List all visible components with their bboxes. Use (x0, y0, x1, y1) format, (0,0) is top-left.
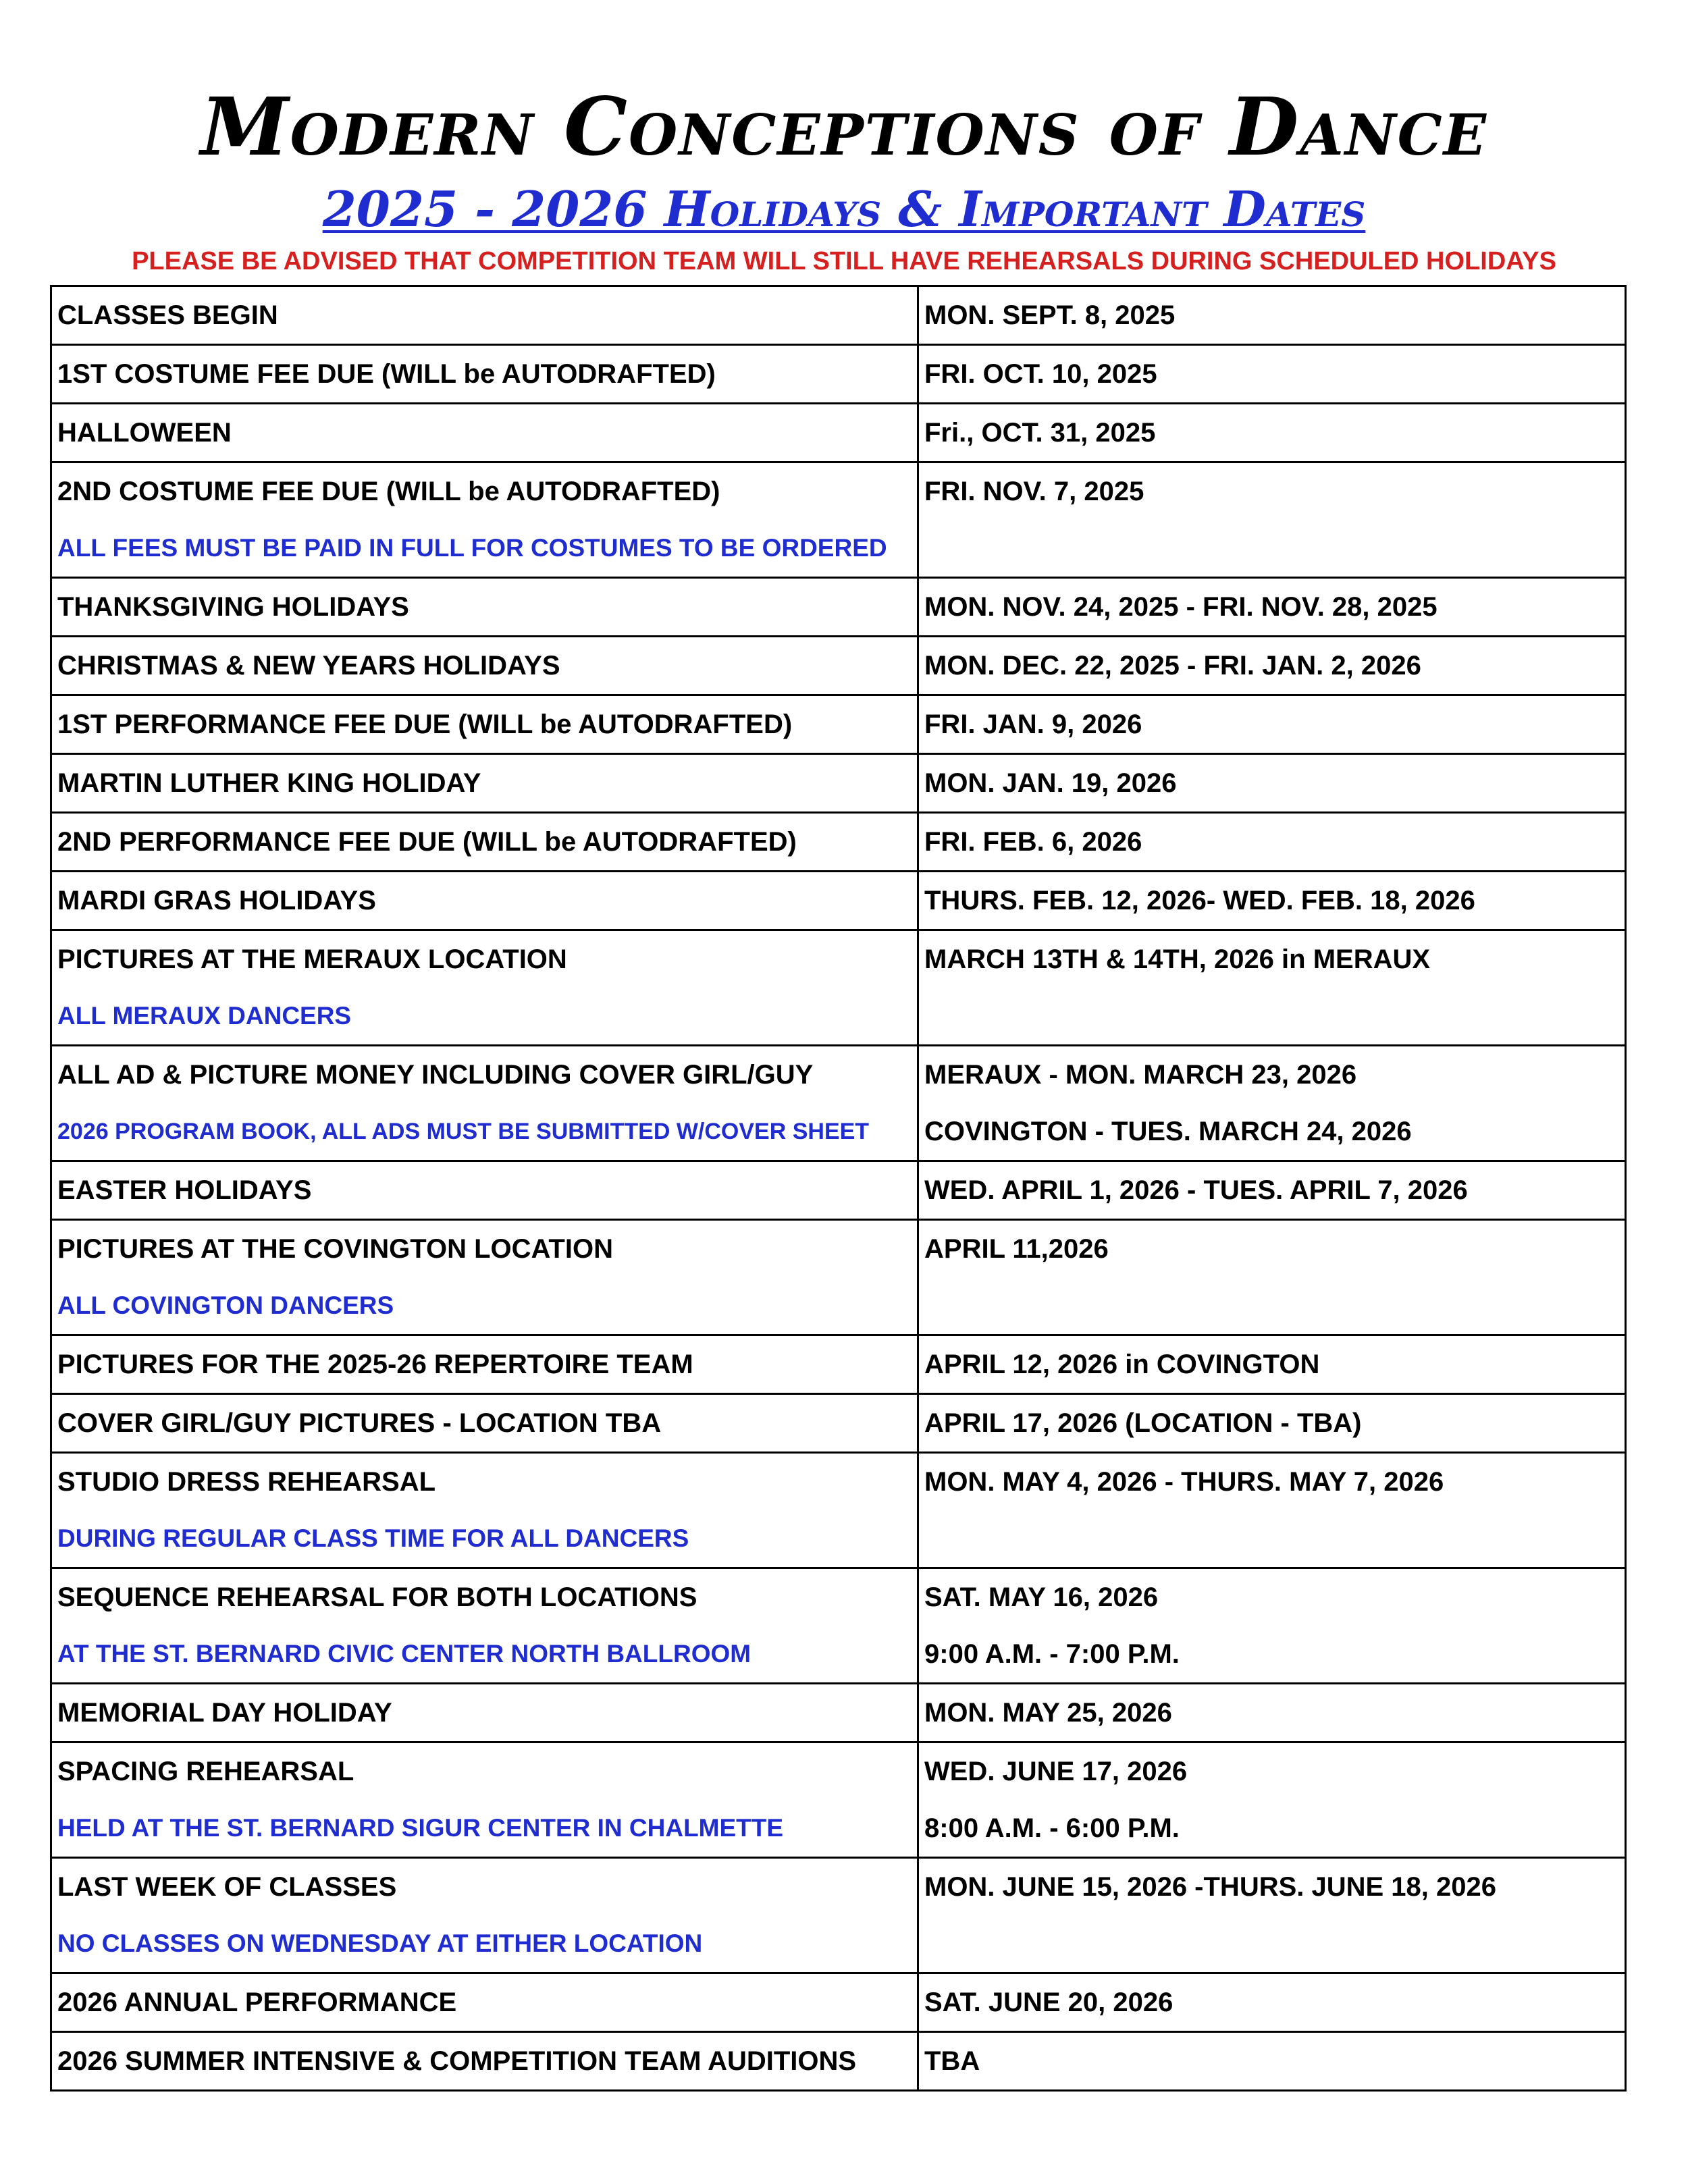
event-cell (51, 872, 918, 930)
event-label: PICTURES AT THE COVINGTON LOCATION (57, 1234, 613, 1264)
event-cell (51, 462, 918, 578)
date-cell (918, 1973, 1626, 2032)
date-cell (918, 1453, 1626, 1568)
page-subtitle (0, 181, 1688, 238)
date-cell (918, 578, 1626, 637)
date-cell (918, 813, 1626, 872)
event-label: HALLOWEEN (57, 418, 232, 448)
event-date: SAT. MAY 16, 2026 (924, 1582, 1159, 1612)
event-date: APRIL 11,2026 (924, 1234, 1109, 1264)
date-cell (918, 1568, 1626, 1684)
table-row (51, 1220, 1626, 1335)
rehearsal-warning: PLEASE BE ADVISED THAT COMPETITION TEAM WILL STILL HAVE REHEARSALS DURING SCHEDULED HOLIDAYS (132, 247, 1556, 275)
event-label: 1ST COSTUME FEE DUE (WILL be AUTODRAFTED) (57, 359, 716, 389)
date-cell (918, 1742, 1626, 1858)
date-cell (918, 2032, 1626, 2091)
event-date: FRI. FEB. 6, 2026 (924, 827, 1142, 857)
event-date: SAT. JUNE 20, 2026 (924, 1988, 1173, 2017)
event-date: MERAUX - MON. MARCH 23, 2026 (924, 1060, 1357, 1090)
event-note: 2026 PROGRAM BOOK, ALL ADS MUST BE SUBMITTED W/COVER SHEET (57, 1119, 870, 1144)
event-date-secondary: 8:00 A.M. - 6:00 P.M. (924, 1813, 1180, 1843)
date-cell (918, 1161, 1626, 1220)
event-cell (51, 1858, 918, 1973)
event-label: 1ST PERFORMANCE FEE DUE (WILL be AUTODRAFTED) (57, 710, 793, 739)
event-note: ALL MERAUX DANCERS (57, 1002, 352, 1030)
page-title: Modern Conceptions of Dance (201, 80, 1487, 174)
event-date: FRI. JAN. 9, 2026 (924, 710, 1142, 739)
event-date-secondary: 9:00 A.M. - 7:00 P.M. (924, 1639, 1180, 1669)
event-date: Fri., OCT. 31, 2025 (924, 418, 1156, 448)
event-cell (51, 1742, 918, 1858)
table-row (51, 404, 1626, 462)
table-row (51, 462, 1626, 578)
event-label: ALL AD & PICTURE MONEY INCLUDING COVER GIRL/GUY (57, 1060, 814, 1090)
event-label: EASTER HOLIDAYS (57, 1175, 312, 1205)
event-cell (51, 578, 918, 637)
date-cell (918, 404, 1626, 462)
table-row (51, 1973, 1626, 2032)
date-cell (918, 462, 1626, 578)
event-date: MON. NOV. 24, 2025 - FRI. NOV. 28, 2025 (924, 592, 1438, 622)
table-row (51, 578, 1626, 637)
event-date: MON. MAY 4, 2026 - THURS. MAY 7, 2026 (924, 1467, 1444, 1497)
table-row (51, 813, 1626, 872)
table-row (51, 1568, 1626, 1684)
date-cell (918, 754, 1626, 813)
event-cell (51, 930, 918, 1046)
event-label: THANKSGIVING HOLIDAYS (57, 592, 409, 622)
event-cell (51, 345, 918, 404)
table-row (51, 1858, 1626, 1973)
date-cell (918, 1335, 1626, 1394)
event-date: MON. DEC. 22, 2025 - FRI. JAN. 2, 2026 (924, 651, 1421, 681)
event-date: WED. APRIL 1, 2026 - TUES. APRIL 7, 2026 (924, 1175, 1468, 1205)
dates-table (50, 285, 1627, 2092)
event-cell (51, 1453, 918, 1568)
event-cell (51, 813, 918, 872)
date-cell (918, 695, 1626, 754)
event-label: CLASSES BEGIN (57, 300, 278, 330)
date-cell (918, 1394, 1626, 1453)
event-cell (51, 1394, 918, 1453)
event-date-secondary: COVINGTON - TUES. MARCH 24, 2026 (924, 1117, 1412, 1146)
event-label: 2ND COSTUME FEE DUE (WILL be AUTODRAFTED) (57, 477, 720, 506)
table-row (51, 286, 1626, 345)
event-cell (51, 1335, 918, 1394)
table-row (51, 872, 1626, 930)
event-cell (51, 1684, 918, 1742)
event-note: NO CLASSES ON WEDNESDAY AT EITHER LOCATION (57, 1929, 703, 1957)
date-cell (918, 1858, 1626, 1973)
event-cell (51, 286, 918, 345)
event-date: FRI. OCT. 10, 2025 (924, 359, 1157, 389)
event-date: MON. SEPT. 8, 2025 (924, 300, 1176, 330)
event-cell (51, 754, 918, 813)
event-date: MON. JAN. 19, 2026 (924, 768, 1177, 798)
table-row (51, 1742, 1626, 1858)
table-row (51, 695, 1626, 754)
event-cell (51, 1220, 918, 1335)
event-cell (51, 1161, 918, 1220)
event-note: HELD AT THE ST. BERNARD SIGUR CENTER IN CHALMETTE (57, 1814, 784, 1842)
date-cell (918, 637, 1626, 695)
table-row (51, 345, 1626, 404)
event-label: CHRISTMAS & NEW YEARS HOLIDAYS (57, 651, 560, 681)
event-date: APRIL 12, 2026 in COVINGTON (924, 1350, 1320, 1379)
event-note: AT THE ST. BERNARD CIVIC CENTER NORTH BALLROOM (57, 1640, 751, 1668)
date-cell (918, 345, 1626, 404)
table-row (51, 1046, 1626, 1161)
event-date: TBA (924, 2046, 980, 2076)
event-label: LAST WEEK OF CLASSES (57, 1872, 397, 1902)
event-label: SPACING REHEARSAL (57, 1757, 354, 1786)
event-date: APRIL 17, 2026 (LOCATION - TBA) (924, 1408, 1362, 1438)
event-cell (51, 2032, 918, 2091)
event-date: MON. JUNE 15, 2026 -THURS. JUNE 18, 2026 (924, 1872, 1497, 1902)
event-cell (51, 1046, 918, 1161)
event-note: DURING REGULAR CLASS TIME FOR ALL DANCERS (57, 1524, 689, 1552)
event-date: MARCH 13TH & 14TH, 2026 in MERAUX (924, 944, 1431, 974)
date-cell (918, 1684, 1626, 1742)
event-label: MEMORIAL DAY HOLIDAY (57, 1698, 392, 1728)
event-label: PICTURES AT THE MERAUX LOCATION (57, 944, 567, 974)
event-note: ALL COVINGTON DANCERS (57, 1291, 394, 1319)
event-label: 2ND PERFORMANCE FEE DUE (WILL be AUTODRAFTED) (57, 827, 797, 857)
event-label: SEQUENCE REHEARSAL FOR BOTH LOCATIONS (57, 1582, 697, 1612)
table-row (51, 1161, 1626, 1220)
event-label: MARDI GRAS HOLIDAYS (57, 886, 376, 915)
table-row (51, 930, 1626, 1046)
subtitle-text: 2025 - 2026 Holidays & Important Dates (322, 180, 1366, 238)
event-cell (51, 1568, 918, 1684)
event-label: COVER GIRL/GUY PICTURES - LOCATION TBA (57, 1408, 662, 1438)
event-label: STUDIO DRESS REHEARSAL (57, 1467, 436, 1497)
table-row (51, 1684, 1626, 1742)
event-note: ALL FEES MUST BE PAID IN FULL FOR COSTUMES TO BE ORDERED (57, 534, 887, 562)
date-cell (918, 1220, 1626, 1335)
event-cell (51, 637, 918, 695)
event-date: THURS. FEB. 12, 2026- WED. FEB. 18, 2026 (924, 886, 1475, 915)
table-row (51, 637, 1626, 695)
event-label: 2026 SUMMER INTENSIVE & COMPETITION TEAM AUDITIONS (57, 2046, 857, 2076)
event-date: MON. MAY 25, 2026 (924, 1698, 1172, 1728)
event-cell (51, 1973, 918, 2032)
event-label: MARTIN LUTHER KING HOLIDAY (57, 768, 481, 798)
event-date: WED. JUNE 17, 2026 (924, 1757, 1188, 1786)
event-date: FRI. NOV. 7, 2025 (924, 477, 1144, 506)
date-cell (918, 286, 1626, 345)
table-row (51, 1394, 1626, 1453)
date-cell (918, 872, 1626, 930)
date-cell (918, 1046, 1626, 1161)
table-row (51, 2032, 1626, 2091)
event-label: PICTURES FOR THE 2025-26 REPERTOIRE TEAM (57, 1350, 693, 1379)
date-cell (918, 930, 1626, 1046)
table-row (51, 754, 1626, 813)
event-cell (51, 404, 918, 462)
event-cell (51, 695, 918, 754)
table-row (51, 1335, 1626, 1394)
event-label: 2026 ANNUAL PERFORMANCE (57, 1988, 457, 2017)
table-row (51, 1453, 1626, 1568)
